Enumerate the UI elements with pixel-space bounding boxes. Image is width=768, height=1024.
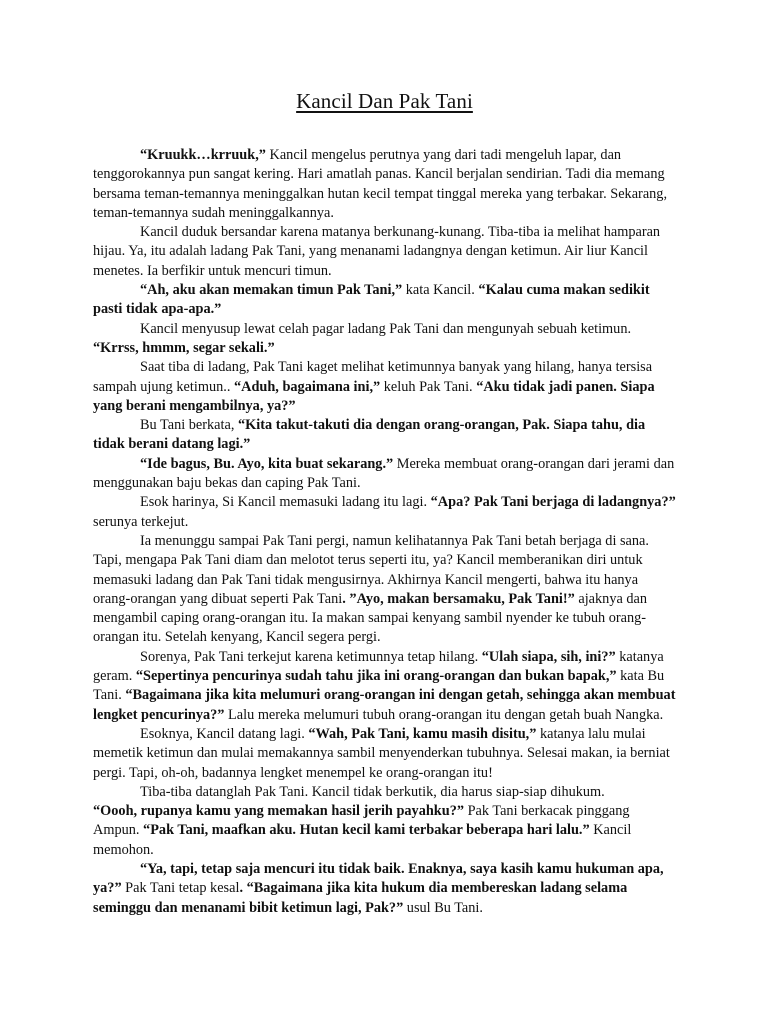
dialogue-text: “Kita takut-takuti dia dengan orang-orangan, Pak. Siapa tahu, dia tidak berani datang lagi.” [93,417,646,453]
narration-text: Pak Tani tetap kesal [121,880,240,897]
narration-text: ajaknya dan mengambil caping orang-orangan itu. Ia makan sampai kenyang sambil nyender ke tubuh orang-orangan itu. Setelah kenyang, Kancil segera pergi. [93,590,648,646]
narration-text: Kancil menyusup lewat celah pagar ladang Pak Tani dan mengunyah sebuah ketimun. [140,320,632,337]
paragraph [93,455,676,494]
dialogue-text: . “Bagaimana jika kita hukum dia membereskan ladang selama seminggu dan menanami bibit ketimun lagi, Pak?” [93,880,628,916]
paragraph [93,725,676,783]
dialogue-text: “Sepertinya pencurinya sudah tahu jika ini orang-orangan dan bukan bapak,” [135,668,617,685]
narration-text: Ia menunggu sampai Pak Tani pergi, namun kelihatannya Pak Tani betah berjaga di sana. Tapi, mengapa Pak Tani diam dan melotot terus seperti itu, ya? Kancil memberanikan diri untuk memasuki ladang dan Pak Tani tidak mengusirnya. Akhirnya Kancil mengerti, bahwa itu hanya orang-orangan yang dibuat seperti Pak Tani [93,532,649,607]
narration-text: serunya terkejut. [93,513,189,530]
paragraph [93,358,676,416]
dialogue-text: “Pak Tani, maafkan aku. Hutan kecil kami terbakar beberapa hari lalu.” [143,822,590,839]
dialogue-text: “Aku tidak jadi panen. Siapa yang berani mengambilnya, ya?” [93,378,655,414]
dialogue-text: “Apa? Pak Tani berjaga di ladangnya?” [430,494,676,511]
dialogue-text: . ”Ayo, makan bersamaku, Pak Tani!” [342,590,575,607]
narration-text: Bu Tani berkata, [140,417,238,434]
paragraph [93,146,676,223]
paragraph [93,320,676,359]
narration-text: kata Kancil. [402,282,479,299]
narration-text: Pak Tani berkacak pinggang Ampun. [93,803,630,839]
story-body [93,146,676,918]
narration-text: usul Bu Tani. [403,899,483,916]
paragraph [93,281,676,320]
narration-text: Kancil memohon. [93,822,632,858]
dialogue-text: “Oooh, rupanya kamu yang memakan hasil jerih payahku?” [93,803,465,820]
dialogue-text: “Wah, Pak Tani, kamu masih disitu,” [308,725,537,742]
paragraph [93,802,676,860]
narration-text: kata Bu Tani. [93,668,665,704]
narration-text: keluh Pak Tani. [380,378,477,395]
narration-text: Lalu mereka melumuri tubuh orang-orangan itu dengan getah buah Nangka. [224,706,664,723]
narration-text: Tiba-tiba datanglah Pak Tani. Kancil tidak berkutik, dia harus siap-siap dihukum. [140,783,605,800]
dialogue-text: “Ya, tapi, tetap saja mencuri itu tidak baik. Enaknya, saya kasih kamu hukuman apa, ya?” [93,860,664,897]
dialogue-text: “Krrss, hmmm, segar sekali.” [93,339,275,356]
narration-text: Sorenya, Pak Tani terkejut karena ketimunnya tetap hilang. [140,648,482,665]
narration-text: katanya lalu mulai memetik ketimun dan mulai memakannya sambil menyenderkan tubuhnya. Selesai makan, ia berniat pergi. Tapi, oh-oh, badannya lengket menempel ke orang-orangan itu! [93,725,670,781]
narration-text: Esoknya, Kancil datang lagi. [140,725,309,742]
dialogue-text: “Bagaimana jika kita melumuri orang-orangan ini dengan getah, sehingga akan membuat lengket pencurinya?” [93,687,676,723]
dialogue-text: “Ulah siapa, sih, ini?” [481,648,616,665]
narration-text: Esok harinya, Si Kancil memasuki ladang itu lagi. [140,494,431,511]
narration-text: Kancil duduk bersandar karena matanya berkunang-kunang. Tiba-tiba ia melihat hamparan hijau. Ya, itu adalah ladang Pak Tani, yang menanami ladangnya dengan ketimun. Air liur Kancil menetes. Ia berfikir untuk mencuri timun. [93,224,661,279]
paragraph [93,416,676,455]
narration-text: Mereka membuat orang-orangan dari jerami dan menggunakan baju bekas dan caping Pak Tani. [93,455,675,492]
narration-text: katanya geram. [93,648,664,685]
paragraph [93,783,676,802]
narration-text: Kancil mengelus perutnya yang dari tadi mengeluh lapar, dan tenggorokannya pun sangat kering. Hari amatlah panas. Kancil berjalan sendirian. Tadi dia memang bersama teman-temannya meninggalkan hutan kecil tempat tinggal mereka yang terbakar. Sekarang, teman-temannya sudah meninggalkannya. [93,147,668,221]
document-title: Kancil Dan Pak Tani [296,89,473,113]
paragraph [93,860,676,918]
dialogue-text: “Ah, aku akan memakan timun Pak Tani,” [140,282,403,299]
dialogue-text: “Kruukk…krruuk,” [140,147,266,163]
narration-text: Saat tiba di ladang, Pak Tani kaget melihat ketimunnya banyak yang hilang, hanya tersisa sampah ujung ketimun.. [93,359,653,395]
paragraph [93,223,676,281]
paragraph [93,493,676,532]
dialogue-text: “Kalau cuma makan sedikit pasti tidak apa-apa.” [93,282,650,318]
dialogue-text: “Aduh, bagaimana ini,” [233,378,381,395]
paragraph [93,532,676,648]
dialogue-text: “Ide bagus, Bu. Ayo, kita buat sekarang.” [140,455,394,472]
paragraph [93,648,676,725]
